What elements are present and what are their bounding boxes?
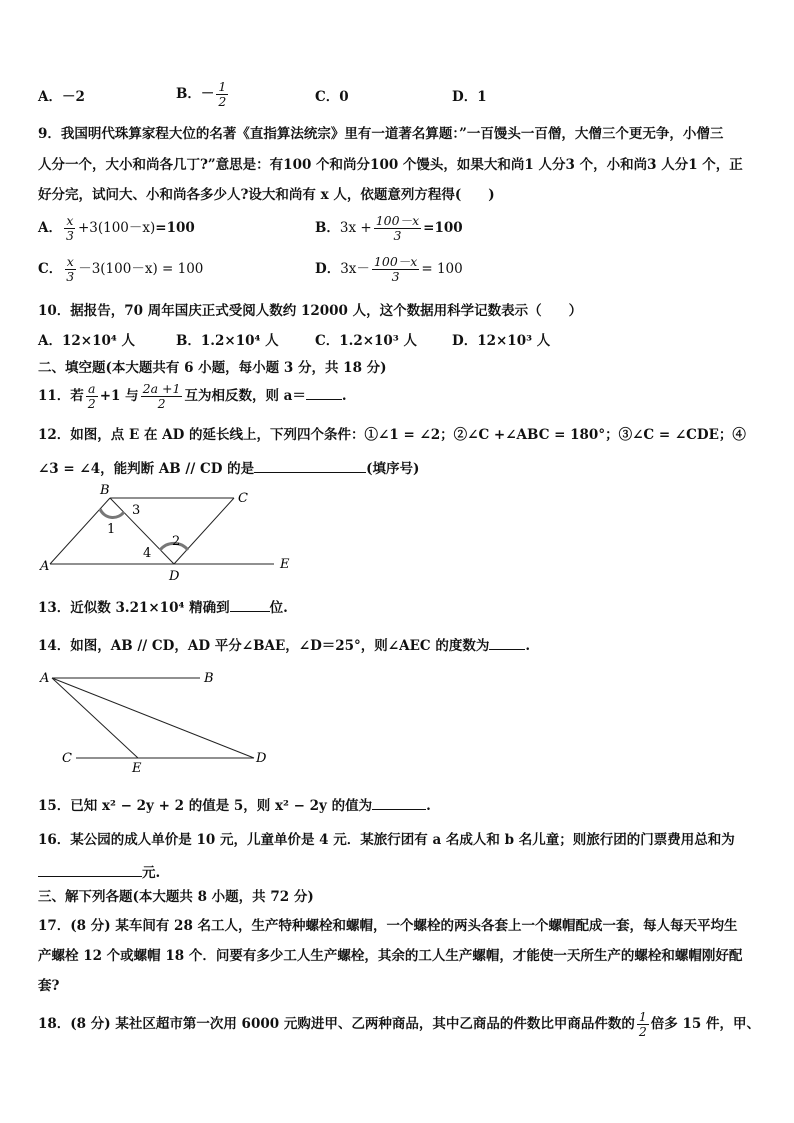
q17-line-1: 17．(8 分) 某车间有 28 名工人，生产特种螺栓和螺帽，一个螺栓的两头各套上一个螺帽配成一套，每人每天平均生: [38, 918, 738, 934]
q10-option-a: A．12×10⁴ 人: [38, 333, 135, 349]
q14-figure: [30, 664, 280, 776]
fig14-label-e: E: [132, 761, 142, 776]
q13-answer-blank: [230, 597, 270, 612]
q10-option-d: D．12×10³ 人: [452, 333, 551, 349]
q14-answer-blank: [489, 635, 525, 650]
q8-option-b-fraction: $\frac{1}{2}$: [218, 79, 227, 109]
q11-fraction-1: $\frac{a}{2}$: [87, 381, 96, 411]
q11-answer-blank: [306, 385, 342, 400]
q9-option-c: C． $\frac{x}{3}$ －3(100－x) = 100: [38, 254, 204, 284]
q8-option-b-prefix: B．－: [176, 86, 215, 102]
fig12-label-2: 2: [172, 534, 181, 549]
q15-answer-blank: [372, 795, 426, 810]
section-3-heading: 三、解下列各题(本大题共 8 小题，共 72 分): [38, 889, 314, 905]
fig14-label-a: A: [40, 671, 50, 686]
q10-stem: 10．据报告，70 周年国庆正式受阅人数约 12000 人，这个数据用科学记数表示（ ）: [38, 303, 583, 319]
q17-line-2: 产螺栓 12 个或螺帽 18 个．问要有多少工人生产螺栓，其余的工人生产螺帽，才能使一天所生产的螺栓和螺帽刚好配: [38, 948, 743, 964]
q9-line-1: 9．我国明代珠算家程大位的名著《直指算法统宗》里有一道著名算题：”一百馒头一百僧，大僧三个更无争，小僧三: [38, 126, 724, 142]
q9-option-b: B．3x + $\frac{100-x}{3}$ =100: [315, 213, 463, 243]
q18: 18．(8 分) 某社区超市第一次用 6000 元购进甲、乙两种商品，其中乙商品的件数比甲商品件数的 $\frac{1}{2}$ 倍多 15 件，甲、: [38, 1009, 760, 1039]
fig12-label-a: A: [40, 559, 50, 574]
q9-line-2: 人分一个，大小和尚各几丁?”意思是：有100 个和尚分100 个馒头，如果大和尚1 人分3 个，小和尚3 人分1 个，正: [38, 157, 743, 173]
fig12-label-b: B: [100, 483, 110, 498]
fig12-label-d: D: [169, 569, 180, 584]
q9-option-d: D．3x－ $\frac{100-x}{3}$ = 100: [315, 254, 463, 284]
q11: 11．若 $\frac{a}{2}$ +1 与 $\frac{2a +1}{2}$ 互为相反数，则 a＝ .: [38, 381, 347, 411]
q10-option-c: C．1.2×10³ 人: [315, 333, 417, 349]
q14: 14．如图，AB // CD，AD 平分∠BAE，∠D＝25°，则∠AEC 的度数为 .: [38, 635, 530, 655]
fig12-label-4: 4: [143, 546, 152, 561]
fig12-label-3: 3: [132, 503, 141, 518]
q16-line-1: 16．某公园的成人单价是 10 元，儿童单价是 4 元．某旅行团有 a 名成人和 b 名儿童；则旅行团的门票费用总和为: [38, 832, 735, 848]
q8-option-b: [176, 80, 230, 109]
section-2-heading: 二、填空题(本大题共有 6 小题，每小题 3 分，共 18 分): [38, 360, 387, 376]
fig14-label-d: D: [256, 751, 267, 766]
fig14-label-c: C: [62, 751, 72, 766]
fig14-label-b: B: [204, 671, 214, 686]
q9-line-3: 好分完，试问大、小和尚各多少人?设大和尚有 x 人，依题意列方程得( ): [38, 187, 495, 203]
q12-line-1: 12．如图，点 E 在 AD 的延长线上，下列四个条件：①∠1 = ∠2；②∠C +∠ABC = 180°；③∠C = ∠CDE；④: [38, 427, 746, 443]
q12-line-2: ∠3 = ∠4，能判断 AB // CD 的是 (填序号): [38, 458, 419, 478]
fig12-label-e: E: [280, 557, 290, 572]
fig12-label-1: 1: [107, 522, 116, 537]
q10-option-b: B．1.2×10⁴ 人: [176, 333, 279, 349]
q15: 15．已知 x² − 2y + 2 的值是 5，则 x² − 2y 的值为 .: [38, 795, 431, 815]
q12-answer-blank: [254, 458, 366, 473]
q8-option-c: C．0: [315, 89, 349, 105]
q16-line-2: 元.: [38, 862, 160, 882]
q17-line-3: 套?: [38, 978, 60, 994]
q18-fraction: $\frac{1}{2}$: [638, 1009, 647, 1039]
q8-option-d: D．1: [452, 89, 487, 105]
q12-figure: [30, 478, 300, 586]
q8-option-a: A．－2: [38, 89, 85, 105]
fig12-label-c: C: [238, 491, 248, 506]
q16-answer-blank: [38, 862, 142, 877]
q11-fraction-2: $\frac{2a +1}{2}$: [142, 381, 181, 411]
q9-option-a: A． $\frac{x}{3}$ +3(100－x)=100: [38, 213, 195, 243]
q13: 13．近似数 3.21×10⁴ 精确到 位.: [38, 597, 288, 617]
